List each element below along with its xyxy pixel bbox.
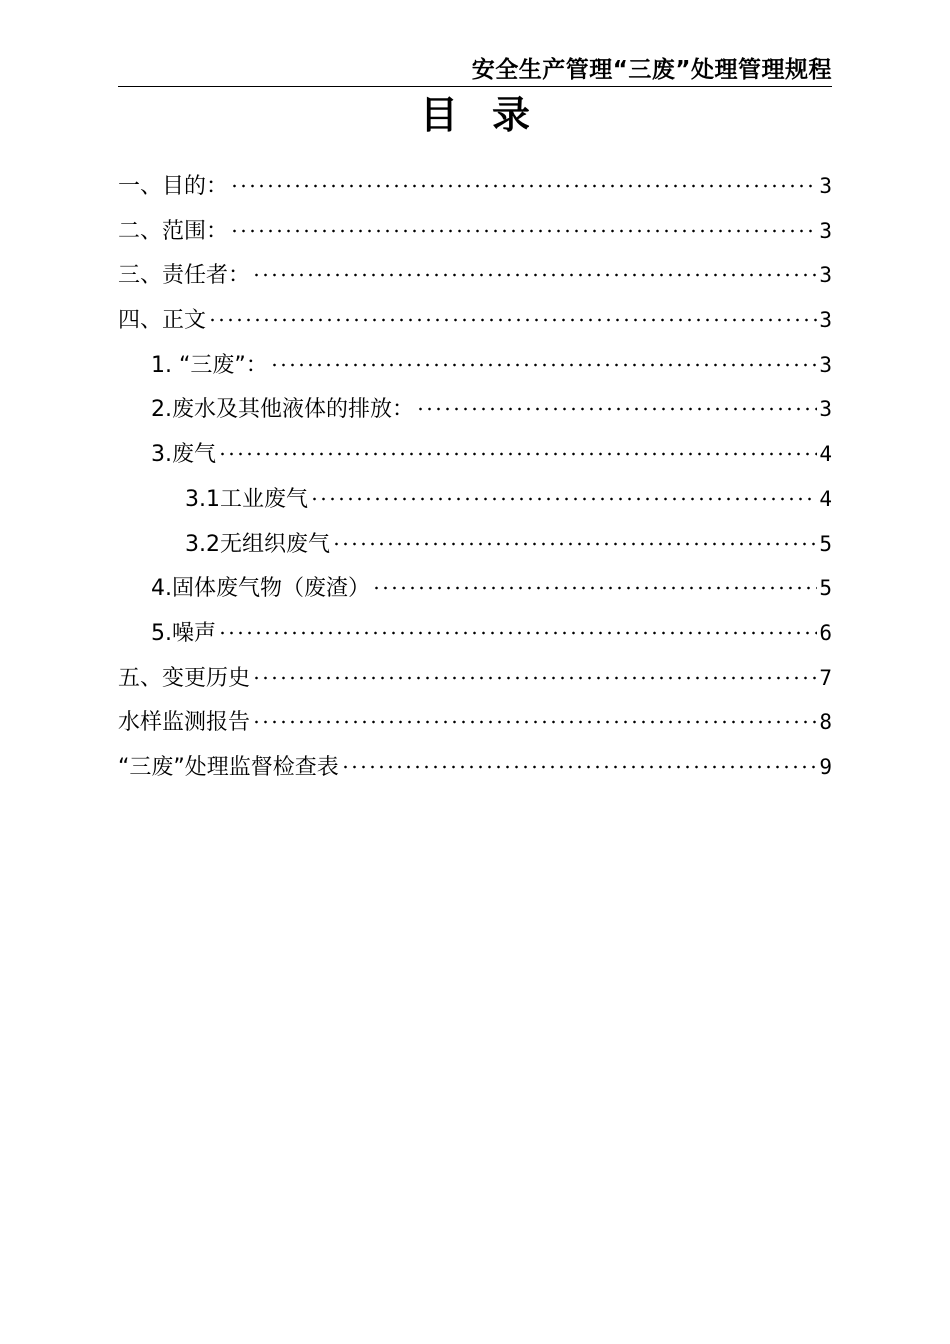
toc-page-number: 4 (819, 486, 832, 511)
toc-entry-title: 2.废水及其他液体的排放： (151, 397, 414, 423)
toc-entry[interactable] (118, 738, 832, 783)
toc-page-number: 7 (819, 665, 832, 690)
toc-entry-title: 3.2无组织废气 (185, 531, 330, 557)
toc-entry[interactable] (118, 559, 832, 604)
toc-entry[interactable] (118, 604, 832, 649)
toc-entry-title: 3.废气 (151, 442, 216, 468)
toc-entry-title: 3.1工业废气 (185, 486, 308, 512)
toc-entry[interactable] (118, 202, 832, 247)
toc-entry-title: 5.噪声 (151, 620, 216, 646)
dot-leader (230, 202, 817, 238)
dot-leader (332, 515, 817, 551)
toc-page-number: 3 (819, 263, 832, 288)
dot-leader (252, 649, 817, 685)
page-header (118, 52, 832, 87)
toc-entry[interactable] (118, 425, 832, 470)
toc-page-number: 4 (819, 442, 832, 467)
toc-entry-title: 一、目的： (118, 174, 229, 199)
toc-page-number: 6 (819, 620, 832, 645)
toc-page-number: 3 (819, 308, 832, 333)
toc-entry-title: 五、变更历史 (118, 665, 251, 691)
dot-leader (270, 336, 818, 372)
dot-leader (252, 693, 817, 729)
toc-entry-title: 1. “三废”： (151, 352, 268, 378)
dot-leader (208, 291, 817, 327)
toc-page-number: 3 (819, 397, 832, 422)
toc-entry[interactable] (118, 157, 832, 202)
dot-leader (372, 559, 817, 595)
dot-leader (416, 380, 817, 416)
toc-entry[interactable] (118, 291, 832, 336)
toc-entry-title: “三废”处理监督检查表 (118, 754, 339, 780)
document-header-title: 安全生产管理“三废”处理管理规程 (471, 57, 832, 83)
toc-entry-title: 水样监测报告 (118, 710, 251, 736)
toc-entry[interactable] (118, 470, 832, 515)
dot-leader (310, 470, 817, 506)
table-of-contents (118, 157, 832, 783)
toc-entry-title: 二、范围： (118, 218, 229, 244)
toc-entry-title: 4.固体废气物（废渣） (151, 576, 370, 602)
toc-page-number: 9 (819, 754, 832, 779)
toc-page-number: 3 (819, 352, 832, 377)
toc-page-number: 5 (819, 531, 832, 556)
toc-entry[interactable] (118, 380, 832, 425)
toc-entry-title: 三、责任者： (118, 263, 251, 289)
toc-page-number: 3 (819, 218, 832, 243)
dot-leader (218, 604, 817, 640)
toc-page-number: 5 (819, 576, 832, 601)
toc-entry[interactable] (118, 246, 832, 291)
toc-entry[interactable] (118, 515, 832, 560)
dot-leader (218, 425, 817, 461)
toc-page-number: 8 (819, 710, 832, 735)
dot-leader (252, 246, 817, 282)
toc-page-number: 3 (819, 174, 832, 198)
toc-entry[interactable] (118, 336, 832, 381)
toc-entry-title: 四、正文 (118, 308, 207, 334)
toc-entry[interactable] (118, 693, 832, 738)
toc-entry[interactable] (118, 649, 832, 694)
dot-leader (341, 738, 818, 774)
toc-title: 目录 (419, 93, 564, 137)
dot-leader (230, 157, 817, 193)
